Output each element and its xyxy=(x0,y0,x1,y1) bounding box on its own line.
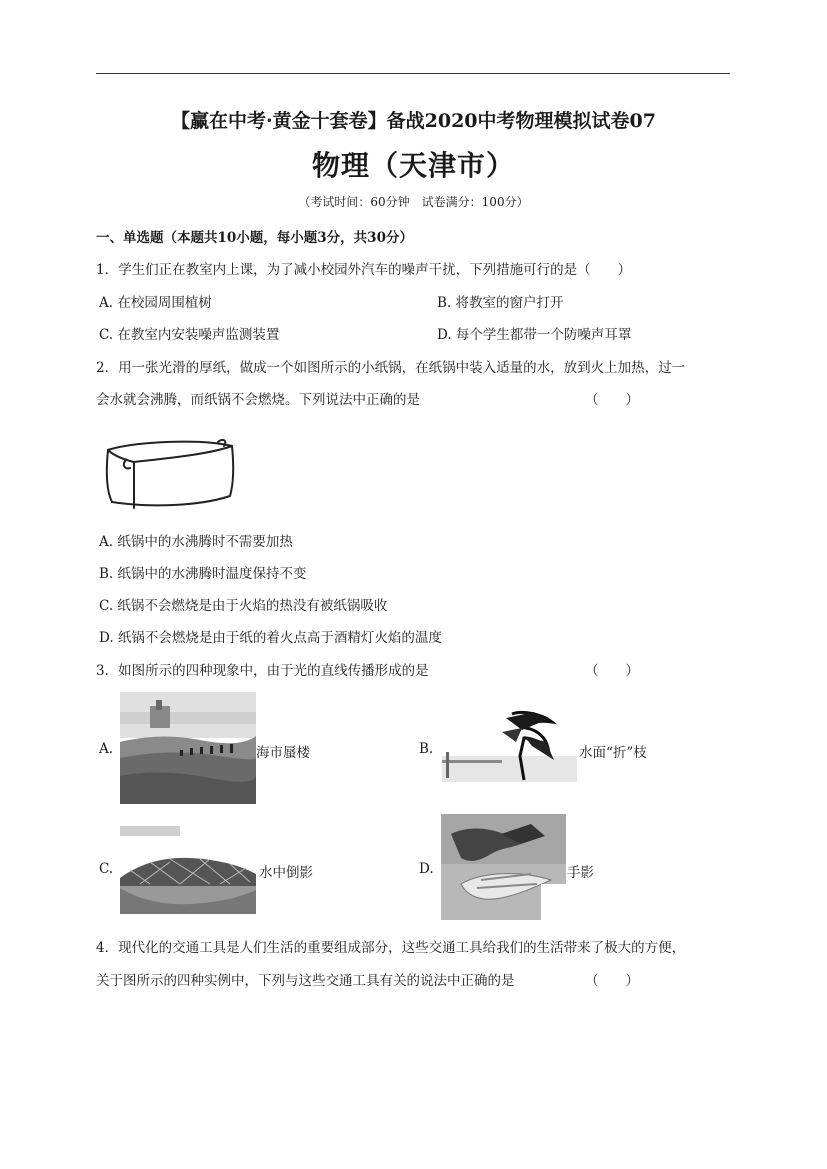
q4-answer-paren: （ ） xyxy=(585,973,639,989)
q2-option-b: B. 纸锅中的水沸腾时温度保持不变 xyxy=(99,566,307,582)
q3-option-c-letter: C. xyxy=(99,861,114,877)
exam-info: （考试时间：60分钟 试卷满分：100分） xyxy=(298,195,529,209)
bent-branch-photo xyxy=(442,708,577,782)
q1-option-c: C. 在教室内安装噪声监测装置 xyxy=(99,327,280,343)
water-reflection-photo xyxy=(120,826,256,914)
q2-stem-line1: 2．用一张光滑的厚纸，做成一个如图所示的小纸锅，在纸锅中装入适量的水，放到火上加热，过一 xyxy=(96,360,686,376)
q1-option-b: B. 将教室的窗户打开 xyxy=(437,295,564,311)
q3-answer-paren: （ ） xyxy=(585,663,639,679)
q3-option-b-letter: B. xyxy=(419,741,434,757)
hand-shadow-photo xyxy=(441,814,566,920)
q2-answer-paren: （ ） xyxy=(585,392,639,408)
q1-stem: 1．学生们正在教室内上课，为了减小校园外汽车的噪声干扰，下列措施可行的是（ ） xyxy=(96,262,632,278)
subject-title: 物理（天津市） xyxy=(311,149,515,182)
q3-option-a-caption: 海市蜃楼 xyxy=(256,745,310,761)
q3-option-c-caption: 水中倒影 xyxy=(259,865,313,881)
q3-option-d-caption: 手影 xyxy=(567,865,594,881)
q1-option-a: A. 在校园周围植树 xyxy=(99,295,212,311)
q2-option-a: A. 纸锅中的水沸腾时不需要加热 xyxy=(99,534,293,550)
q3-option-b-caption: 水面“折”枝 xyxy=(579,745,647,761)
q2-option-d: D. 纸锅不会燃烧是由于纸的着火点高于酒精灯火焰的温度 xyxy=(99,630,442,646)
mirage-photo xyxy=(120,692,256,804)
header-rule xyxy=(96,73,730,74)
paper-pot-figure xyxy=(100,430,240,515)
q2-option-c: C. 纸锅不会燃烧是由于火焰的热没有被纸锅吸收 xyxy=(99,598,388,614)
q1-option-d: D. 每个学生都带一个防噪声耳罩 xyxy=(437,327,632,343)
q4-stem-line1: 4．现代化的交通工具是人们生活的重要组成部分，这些交通工具给我们的生活带来了极大的方便， xyxy=(96,940,686,956)
exam-series-title: 【赢在中考·黄金十套卷】备战2020中考物理模拟试卷07 xyxy=(171,110,656,132)
q2-stem-line2: 会水就会沸腾，而纸锅不会燃烧。下列说法中正确的是 xyxy=(96,392,420,408)
section-heading-single-choice: 一、单选题（本题共10小题，每小题3分，共30分） xyxy=(96,230,413,246)
q4-stem-line2: 关于图所示的四种实例中，下列与这些交通工具有关的说法中正确的是 xyxy=(96,973,515,989)
q3-option-d-letter: D. xyxy=(419,861,434,877)
q3-stem: 3．如图所示的四种现象中，由于光的直线传播形成的是 xyxy=(96,663,429,679)
q3-option-a-letter: A. xyxy=(99,741,114,757)
